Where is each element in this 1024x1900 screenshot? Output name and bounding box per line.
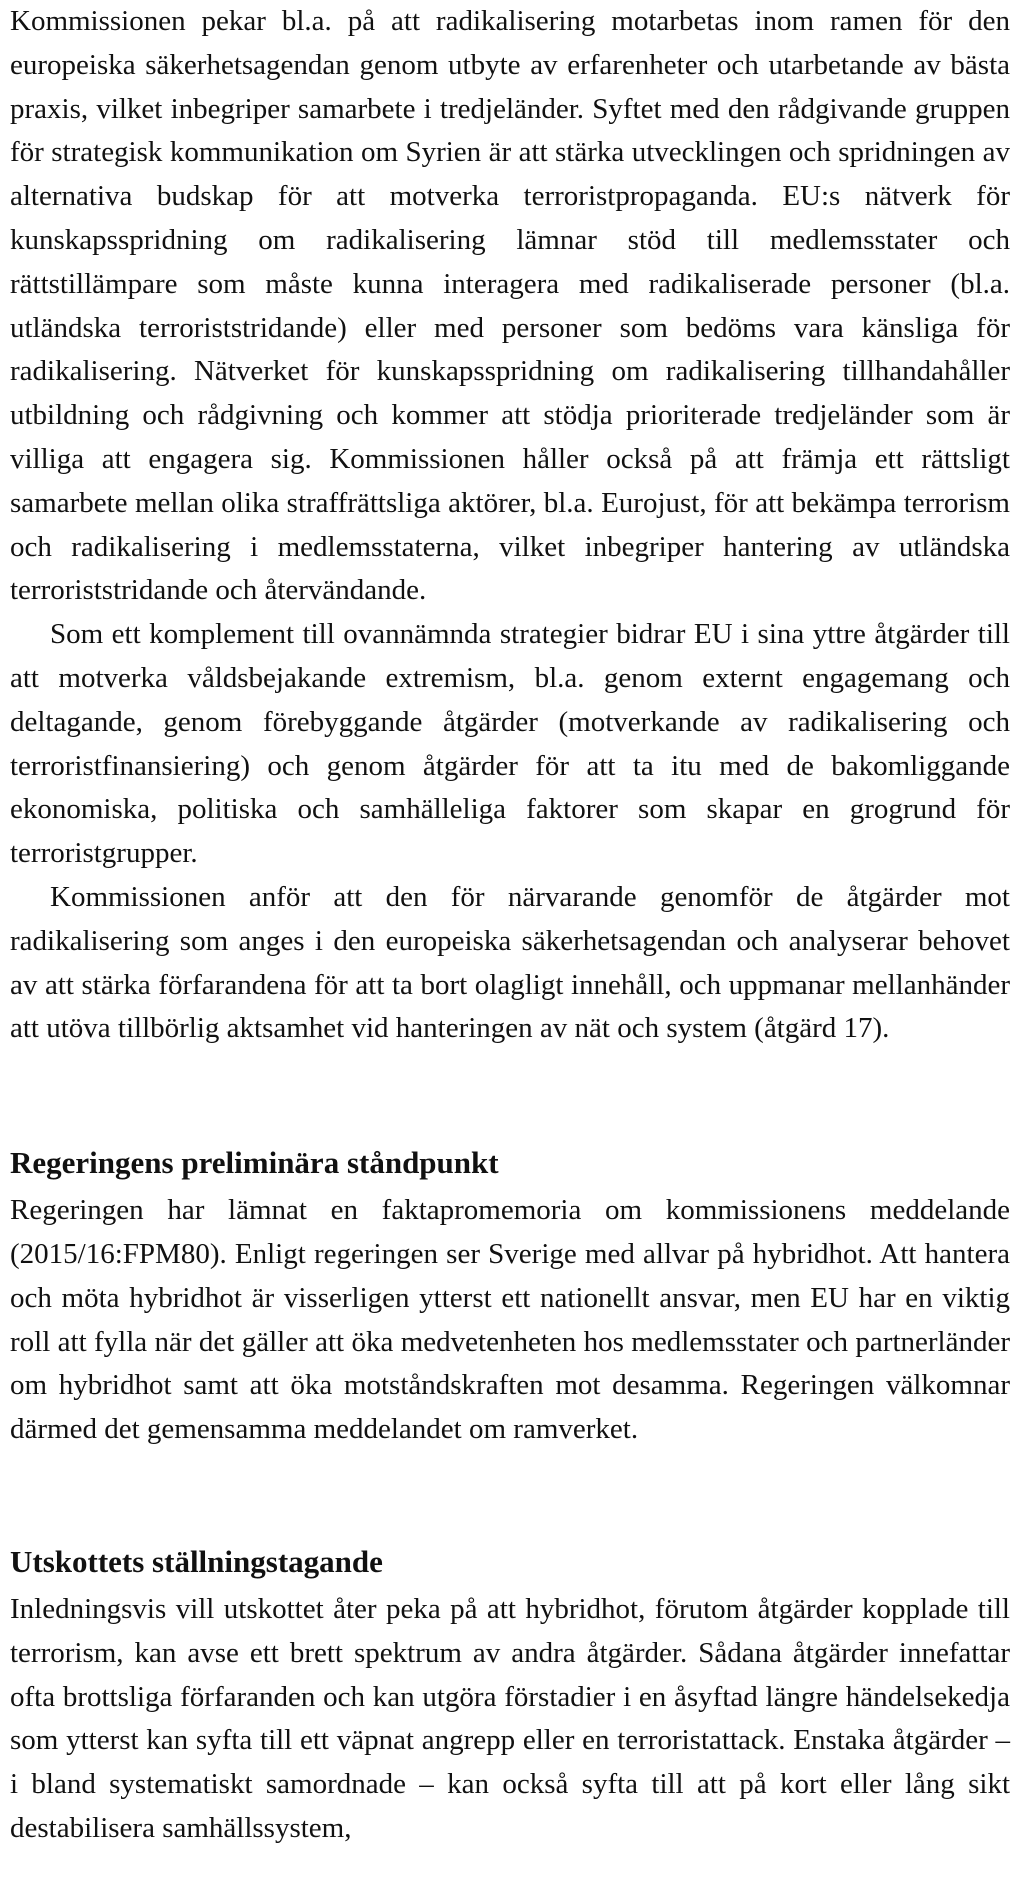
heading-regeringens-standpunkt: Regeringens preliminära ståndpunkt: [10, 1145, 499, 1181]
heading-utskottets-stallningstagande: Utskottets ställningstagande: [10, 1543, 383, 1579]
paragraph-regeringen: Regeringen har lämnat en faktapromemoria om kommissionens meddelande (2015/16:FPM80). Enligt regeringen ser Sverige med allvar på hybridhot. Att hantera och möta hybridhot är visserligen ytterst ett nationellt ansvar, men EU har en viktig roll att fylla när det gäller att öka medvetenheten hos medlemsstater och partnerländer om hybridhot samt att öka motståndskraften mot desamma. Regeringen välkomnar därmed det gemensamma meddelandet om ramverket.: [10, 1194, 1010, 1446]
paragraph-utskottet: Inledningsvis vill utskottet åter peka på att hybridhot, förutom åtgärder kopplade till terrorism, kan avse ett brett spektrum av andra åtgärder. Sådana åtgärder innefattar ofta brottsliga förfaranden och kan utgöra förstadier i en åsyftad längre händelsekedja som ytterst kan syfta till ett väpnat angrepp eller en terroristattack. Enstaka åtgärder – i bland systematiskt samordnade – kan också syfta till att på kort eller lång sikt destabilisera samhällssystem,: [10, 1592, 1010, 1844]
document-page: [10, 0, 1010, 1851]
paragraph-sakerhetsagendan: Kommissionen anför att den för närvarande genomför de åtgärder mot radikalisering som anges i den europeiska säkerhetsagendan och analyserar behovet av att stärka förfarandena för att ta bort olagligt innehåll, och uppmanar mellanhänder att utöva tillbörlig aktsamhet vid hanteringen av nät och system (åtgärd 17).: [10, 880, 1010, 1045]
paragraph-yttre-atgarder: Som ett komplement till ovannämnda strategier bidrar EU i sina yttre åtgärder till att motverka våldsbejakande extremism, bl.a. genom externt engagemang och deltagande, genom förebyggande åtgärder (motverkande av radikalisering och terroristfinansiering) och genom åtgärder för att ta itu med de bakomliggande ekonomiska, politiska och samhälleliga faktorer som skapar en grogrund för terroristgrupper.: [10, 618, 1010, 870]
paragraph-radikalisering: Kommissionen pekar bl.a. på att radikalisering motarbetas inom ramen för den europeiska säkerhetsagendan genom utbyte av erfarenheter och utarbetande av bästa praxis, vilket inbegriper samarbete i tredjeländer. Syftet med den rådgivande gruppen för strategisk kommunikation om Syrien är att stärka utvecklingen och spridningen av alternativa budskap för att motverka terroristpropaganda. EU:s nätverk för kunskapsspridning om radikalisering lämnar stöd till medlemsstater och rättstillämpare som måste kunna interagera med radikaliserade personer (bl.a. utländska terroriststridande) eller med personer som bedöms vara känsliga för radikalisering. Nätverket för kunskapsspridning om radikalisering tillhandahåller utbildning och rådgivning och kommer att stödja prioriterade tredjeländer som är villiga att engagera sig. Kommissionen håller också på att främja ett rättsligt samarbete mellan olika straffrättsliga aktörer, bl.a. Eurojust, för att bekämpa terrorism och radikalisering i medlemsstaterna, vilket inbegriper hantering av utländska terroriststridande och återvändande.: [10, 5, 1010, 607]
